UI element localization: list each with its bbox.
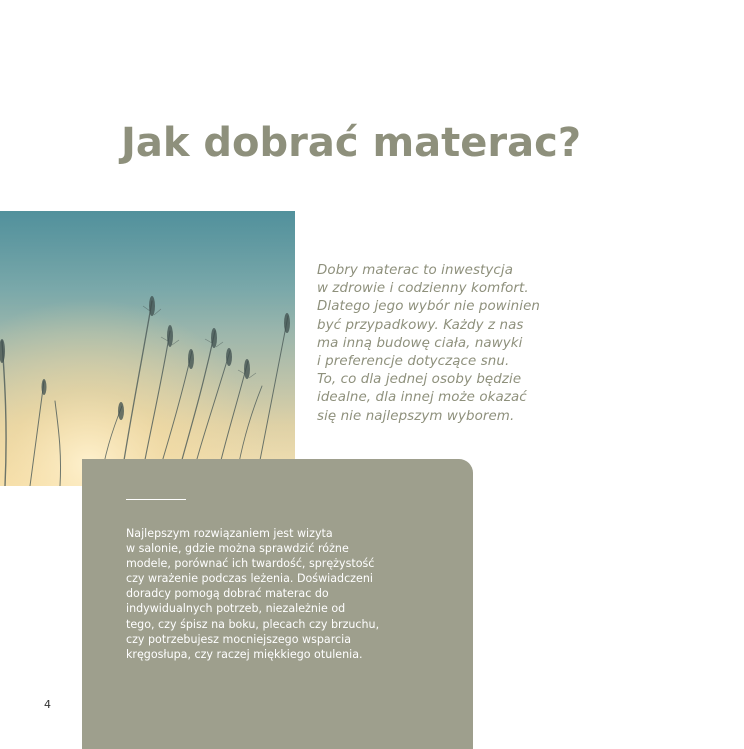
intro-line: ma inną budowę ciała, nawyki <box>317 335 523 351</box>
page-number: 4 <box>44 698 51 711</box>
intro-line: i preferencje dotyczące snu. <box>317 354 510 370</box>
info-panel <box>82 459 473 749</box>
body-line: w salonie, gdzie można sprawdzić różne <box>126 542 349 556</box>
body-line: tego, czy śpisz na boku, plecach czy brzuchu, <box>126 617 380 631</box>
intro-paragraph <box>317 262 607 426</box>
body-line: doradcy pomogą dobrać materac do <box>126 587 329 601</box>
body-line: czy wrażenie podczas leżenia. Doświadczeni <box>126 572 373 586</box>
intro-line: idealne, dla innej może okazać <box>317 390 527 406</box>
page-title: Jak dobrać materac? <box>121 120 582 166</box>
body-line: czy potrzebujesz mocniejszego wsparcia <box>126 632 352 646</box>
grass-photo <box>0 211 295 486</box>
grass-illustration <box>0 211 295 486</box>
body-line: Najlepszym rozwiązaniem jest wizyta <box>126 527 333 540</box>
body-line: indywidualnych potrzeb, niezależnie od <box>126 602 346 616</box>
divider <box>126 499 186 500</box>
intro-line: Dobry materac to inwestycja <box>317 263 513 278</box>
intro-line: być przypadkowy. Każdy z nas <box>317 317 524 333</box>
body-paragraph <box>126 526 379 662</box>
body-line: modele, porównać ich twardość, sprężystość <box>126 557 375 571</box>
intro-line: To, co dla jednej osoby będzie <box>317 372 522 388</box>
body-line: kręgosłupa, czy raczej miękkiego otulenia. <box>126 647 363 661</box>
intro-line: w zdrowie i codzienny komfort. <box>317 281 529 297</box>
intro-line: się nie najlepszym wyborem. <box>317 408 515 424</box>
intro-line: Dlatego jego wybór nie powinien <box>317 299 541 315</box>
